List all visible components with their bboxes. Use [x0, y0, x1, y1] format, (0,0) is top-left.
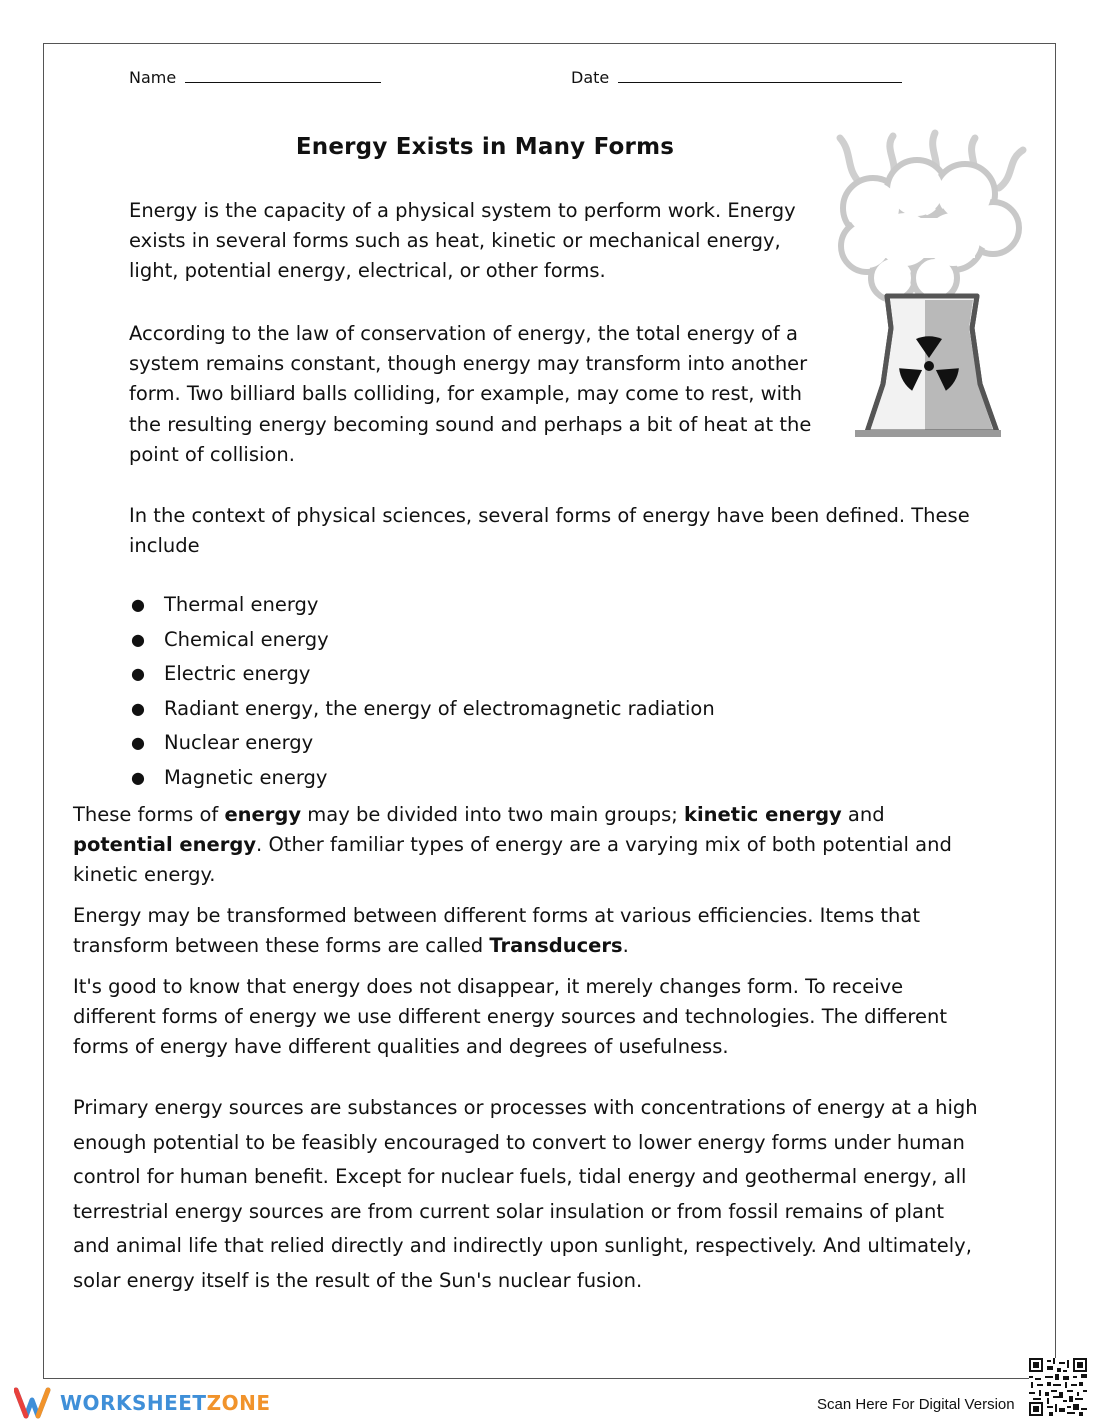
paragraph-transducers: Energy may be transformed between different forms at various efficiencies. Items that transform between these forms are called Transducers.	[73, 904, 921, 958]
list-item: ● Radiant energy, the energy of electromagnetic radiation	[164, 692, 715, 727]
bullet-icon: ●	[131, 595, 145, 614]
bullet-icon: ●	[131, 733, 145, 752]
paragraph-conservation: According to the law of conservation of energy, the total energy of a system remains constant, though energy may transform into another form. Two billiard balls colliding, for example, may come to rest, with the resulting energy becoming sound and perhaps a bit of heat at the point of collision.	[129, 322, 812, 466]
list-item: ● Nuclear energy	[164, 726, 715, 761]
logo-mark-icon	[14, 1386, 54, 1420]
logo-text: WORKSHEETZONE	[60, 1391, 271, 1415]
list-item: ● Thermal energy	[164, 588, 715, 623]
scan-caption: Scan Here For Digital Version	[817, 1396, 1015, 1413]
paragraph-primary-sources: Primary energy sources are substances or processes with concentrations of energy at a high enough potential to be feasibly encouraged to convert to lower energy forms under human control for human benefit. Except for nuclear fuels, tidal energy and geothermal energy, all terrestrial energy sources are from current solar insulation or from fossil remains of plant and animal life that relied directly and indirectly upon sunlight, respectively. And ultimately, solar energy itself is the result of the Sun's nuclear fusion.	[73, 1096, 978, 1292]
list-item: ● Electric energy	[164, 657, 715, 692]
name-label: Name	[129, 68, 177, 87]
date-label: Date	[571, 68, 610, 87]
worksheetzone-logo[interactable]	[14, 1386, 270, 1420]
name-field[interactable]	[129, 66, 381, 87]
paragraph-energy-changes-form: It's good to know that energy does not disappear, it merely changes form. To receive different forms of energy we use different energy sources and technologies. The different forms of energy have different qualities and degrees of usefulness.	[73, 975, 947, 1059]
name-blank-line[interactable]	[185, 66, 381, 83]
bullet-icon: ●	[131, 664, 145, 683]
list-item: ● Chemical energy	[164, 623, 715, 658]
paragraph-forms-intro: In the context of physical sciences, several forms of energy have been defined. These include	[129, 504, 970, 558]
bullet-icon: ●	[131, 698, 145, 718]
date-blank-line[interactable]	[618, 66, 902, 83]
worksheet-title: Energy Exists in Many Forms	[295, 134, 675, 160]
bullet-icon: ●	[131, 629, 145, 649]
paragraph-two-groups: These forms of energy may be divided into two main groups; kinetic energy and potential energy. Other familiar types of energy are a varying mix of both potential and kinetic energy.	[73, 803, 952, 887]
nuclear-cooling-tower-icon	[825, 128, 1030, 443]
bullet-icon: ●	[131, 767, 145, 787]
energy-forms-list	[131, 588, 715, 795]
paragraph-energy-definition: Energy is the capacity of a physical system to perform work. Energy exists in several forms such as heat, kinetic or mechanical energy, light, potential energy, electrical, or other forms.	[129, 199, 796, 283]
qr-code-icon[interactable]	[1029, 1358, 1087, 1416]
date-field[interactable]	[571, 66, 902, 87]
list-item: ● Magnetic energy	[164, 761, 715, 796]
